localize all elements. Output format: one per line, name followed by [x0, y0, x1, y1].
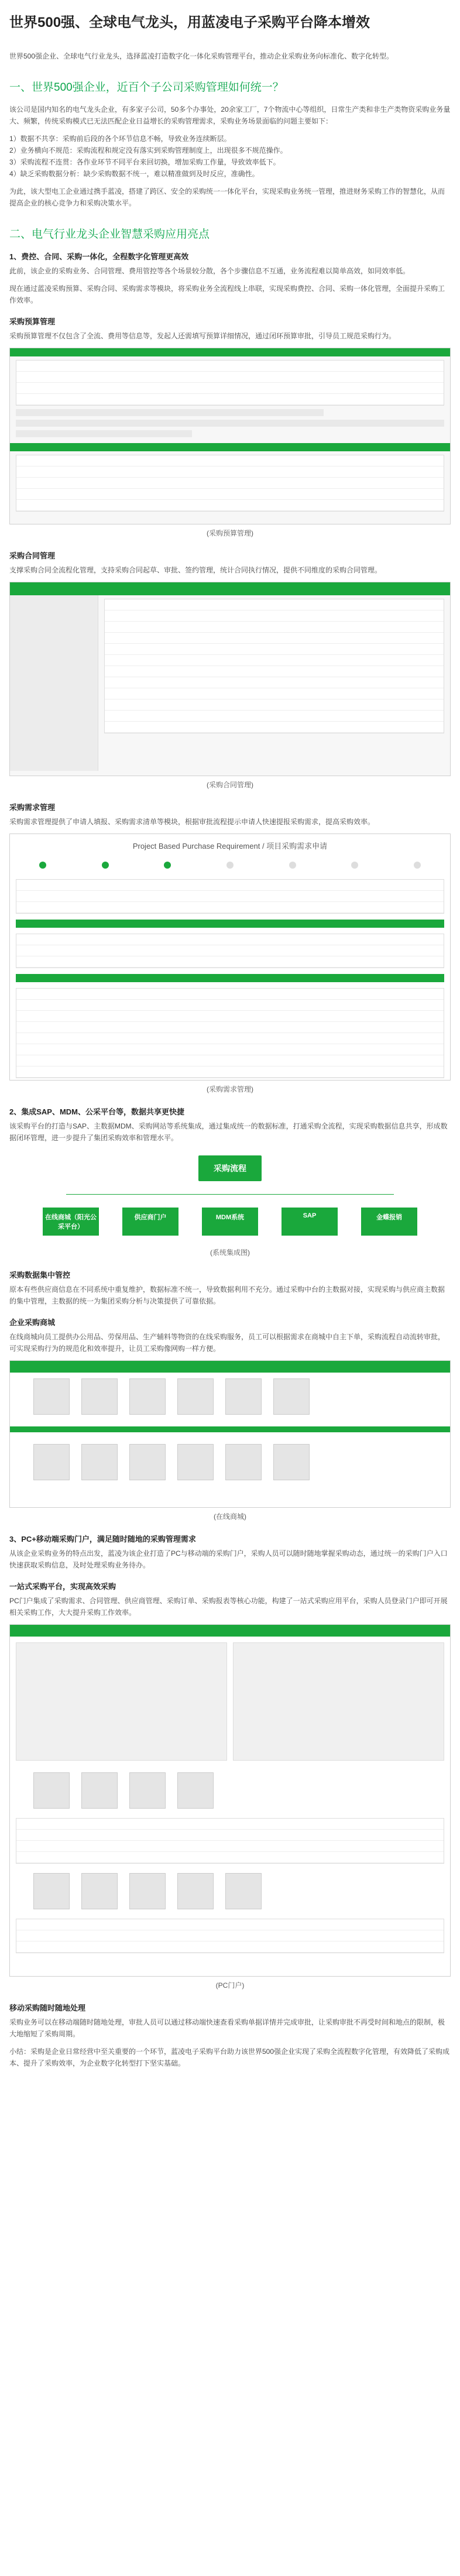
figure-header-bar	[10, 348, 450, 356]
section-3-paragraph: 在线商城向员工提供办公用品、劳保用品、生产辅料等物资的在线采购服务，员工可以根据需求在商城中自主下单，采购流程自动流转审批，可实现采购行为的规范化和效率提升，让员工采购像网购一样方便。	[9, 1333, 445, 1353]
page-title: 世界500强、全球电气龙头，用蓝凌电子采购平台降本增效	[9, 15, 370, 30]
figure-caption: (采购合同管理)	[207, 781, 253, 789]
flow-node: 金蝶报销	[361, 1208, 417, 1236]
integration-flow-diagram	[9, 1155, 451, 1236]
conclusion-paragraph: 小结：采购是企业日常经营中至关重要的一个环节，蓝凌电子采购平台助力该世界500强企业实现了采购全流程数字化管理，有效降低了采购成本、提升了采购效率，为企业数字化转型打下坚实基础。	[9, 2047, 450, 2067]
section-1-summary: 为此，该大型电工企业通过携手蓝凌，搭建了跨区、安全的采购统一一体化平台，实现采购业务统一管理，推进财务采购工作的智慧化，从而提高企业的核心竞争力和采购决策水平。	[9, 187, 445, 207]
subsection-heading: 1、费控、合同、采购一体化，全程数字化管理更高效	[9, 252, 189, 261]
subsection-heading: 一站式采购平台，实现高效采购	[9, 1582, 116, 1591]
figure-caption: (采购需求管理)	[207, 1085, 253, 1093]
section-2-paragraph: 采购需求管理提供了申请人填报、采购需求清单等模块，根据审批流程提示申请人快速提报采购需求，提高采购效率。	[9, 818, 375, 826]
figure-section-bar	[10, 443, 450, 451]
section-4-paragraph: PC门户集成了采购需求、合同管理、供应商管理、采购订单、采购报表等核心功能，构建了一站式采购应用平台，采购人员登录门户即可开展相关采购工作，大大提升采购工作效率。	[9, 1597, 448, 1617]
flow-node: 在线商城（阳光公采平台）	[43, 1208, 99, 1236]
section-1-list-item: 1）数据不共享：采购前后段的各个环节信息不畅，导致业务连续断层。	[9, 135, 231, 143]
subsection-heading: 3、PC+移动端采购门户，满足随时随地的采购管理需求	[9, 1535, 196, 1543]
subsection-heading: 2、集成SAP、MDM、公采平台等，数据共享更快捷	[9, 1107, 185, 1116]
section-1-list-item: 3）采购流程不连贯：各作业环节不同平台来回切换，增加采购工作量，导致效率低下。	[9, 158, 280, 166]
requirement-management-screenshot	[9, 833, 451, 1081]
subsection-heading: 采购数据集中管控	[9, 1271, 71, 1280]
section-4-paragraph: 从该企业采购业务的特点出发，蓝凌为该企业打造了PC与移动端的采购门户，采购人员可以随时随地掌握采购动态，通过统一的采购门户入口快速获取采购信息，及时处理采购业务待办。	[9, 1549, 448, 1569]
section-3-paragraph: 原本有些供应商信息在不同系统中重复维护，数据标准不统一，导致数据利用不充分。通过采购中台的主数据对接，实现采购与供应商主数据的集中管理，主数据的统一为集团采购分析与决策提供了可靠依据。	[9, 1285, 445, 1305]
figure-caption: (采购预算管理)	[207, 529, 253, 537]
figure-caption: (PC门户)	[215, 1981, 245, 1990]
figure-caption: (在线商城)	[214, 1512, 246, 1521]
section-1-list-item: 4）缺乏采购数据分析：缺少采购数据不统一，难以精准做到及时反应，准确性。	[9, 170, 259, 178]
figure-caption: (系统集成图)	[210, 1248, 250, 1257]
budget-management-screenshot	[9, 348, 451, 524]
section-1-list-item: 2）业务横向不规范：采购流程和规定没有落实到采购管理制度上，出现很多不规范操作。	[9, 146, 287, 155]
section-2-paragraph: 现在通过蓝凌采购预算、采购合同、采购需求等模块，将采购业务全流程线上串联，实现采购费控、合同、采购一体化管理，全面提升采购工作效率。	[9, 284, 445, 304]
subsection-heading: 企业采购商城	[9, 1318, 56, 1327]
section-2-paragraph: 采购预算管理不仅包含了全流、费用等信息等，发起人还需填写预算详细情况，通过闭环预算审批，引导员工规范采购行为。	[9, 332, 396, 340]
subsection-heading: 采购预算管理	[9, 317, 56, 326]
section-4-paragraph: 采购业务可以在移动端随时随地处理，审批人员可以通过移动端快速查看采购单据详情并完成审批，让采购审批不再受时间和地点的限制，极大地缩短了采购周期。	[9, 2018, 445, 2038]
section-1-title: 一、世界500强企业，近百个子公司采购管理如何统一？	[9, 81, 284, 94]
article	[0, 13, 460, 2069]
figure-table	[16, 360, 444, 406]
subsection-heading: 采购需求管理	[9, 803, 56, 812]
section-1-paragraph: 该公司是国内知名的电气龙头企业，有多家子公司，50多个办事处，20余家工厂，7个物流中心等组织，日常生产类和非生产类物资采购业务量大、频繁，传统采购模式已无法匹配企业日益增长的采购管理需求，采购业务场景面临的问题主要如下：	[9, 105, 451, 125]
subsection-heading: 移动采购随时随地处理	[9, 2004, 86, 2012]
flow-node: SAP	[282, 1208, 338, 1236]
flow-node: 供应商门户	[122, 1208, 178, 1236]
pc-portal-screenshot	[9, 1624, 451, 1977]
subsection-heading: 采购合同管理	[9, 551, 56, 560]
flow-root-node: 采购流程	[198, 1155, 262, 1181]
section-2-paragraph: 支撑采购合同全流程化管理，支持采购合同起草、审批、签约管理，统计合同执行情况，提供不同维度的采购合同管理。	[9, 566, 382, 574]
online-mall-screenshot	[9, 1360, 451, 1508]
section-2-paragraph: 此前，该企业的采购业务、合同管理、费用管控等各个场景较分散，各个步骤信息不互通，业务流程难以简单高效，如同效率低。	[9, 267, 410, 275]
section-3-paragraph: 该采购平台的打造与SAP、主数据MDM、采购网站等系统集成，通过集成统一的数据标准，打通采购全流程，实现采购数据信息共享，形成数据闭环管理，进一步提升了集团采购效率和管理水平。	[9, 1122, 448, 1142]
figure-title: Project Based Purchase Requirement / 项目采购需求申请	[132, 842, 328, 850]
section-2-title: 二、电气行业龙头企业智慧采购应用亮点	[9, 228, 210, 241]
intro-paragraph: 世界500强企业、全球电气行业龙头，选择蓝凌打造数字化一体化采购管理平台，推动企业采购业务向标准化、数字化转型。	[9, 52, 394, 60]
flow-node: MDM系统	[202, 1208, 258, 1236]
contract-management-screenshot	[9, 582, 451, 776]
